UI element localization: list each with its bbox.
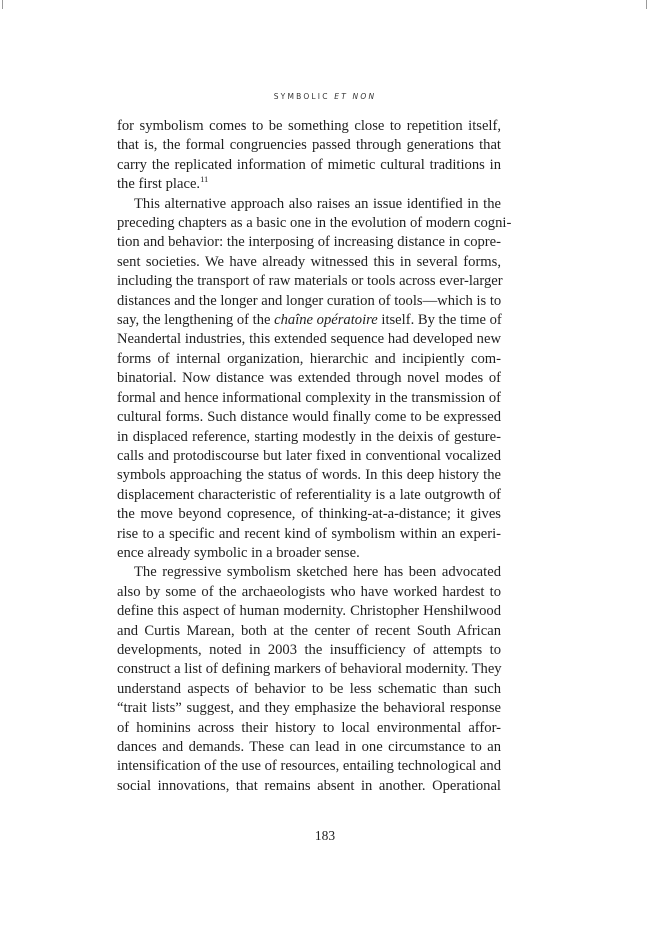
line-text: carry the replicated information of mimetic cultural traditions in — [117, 156, 501, 173]
text-line — [117, 195, 501, 214]
text-line — [117, 757, 501, 776]
text-line — [117, 428, 501, 447]
line-text: including the transport of raw materials or tools across ever-larger — [117, 273, 503, 290]
line-text: and Curtis Marean, both at the center of recent South African — [117, 622, 501, 639]
text-line — [117, 156, 501, 175]
line-text: of hominins across their history to local environmental affor- — [117, 719, 501, 736]
body-text — [117, 117, 512, 796]
line-text: tion and behavior: the interposing of increasing distance in copre- — [117, 234, 501, 251]
text-line — [117, 311, 501, 330]
running-head-italic: ET NON — [334, 92, 377, 101]
text-line — [117, 622, 501, 641]
text-line — [117, 719, 501, 738]
line-text: developments, noted in 2003 the insufficiency of attempts to — [117, 641, 501, 658]
text-line — [117, 408, 501, 427]
text-line — [117, 233, 501, 252]
text-line — [117, 486, 501, 505]
text-line — [117, 350, 501, 369]
line-text: calls and protodiscourse but later fixed in conventional vocalized — [117, 447, 501, 464]
line-text: displacement characteristic of referentiality is a late outgrowth of — [117, 486, 501, 503]
line-text: social innovations, that remains absent in another. Operational — [117, 777, 501, 794]
text-line — [117, 272, 501, 291]
text-line — [117, 583, 501, 602]
line-text: say, the lengthening of the — [117, 312, 275, 329]
text-line — [117, 369, 501, 388]
text-line — [117, 660, 501, 679]
line-text: binatorial. Now distance was extended through novel modes of — [117, 370, 501, 387]
text-line — [117, 175, 501, 194]
line-text: distances and the longer and longer curation of tools—which is to — [117, 292, 502, 309]
text-line — [117, 563, 501, 582]
text-line — [117, 680, 501, 699]
text-line — [117, 136, 501, 155]
text-line — [117, 505, 501, 524]
line-text: forms of internal organization, hierarchic and incipiently com- — [117, 350, 501, 367]
text-line — [117, 253, 501, 272]
line-text: symbols approaching the status of words. In this deep history the — [117, 467, 501, 484]
footnote-reference[interactable]: 11 — [200, 174, 209, 185]
text-line — [117, 389, 501, 408]
crop-mark-right — [646, 0, 647, 9]
line-text: cultural forms. Such distance would finally come to be expressed — [117, 409, 501, 426]
text-line — [117, 641, 501, 660]
running-head — [0, 92, 650, 101]
page-number: 183 — [314, 828, 336, 843]
line-text: intensification of the use of resources, entailing technological and — [117, 758, 501, 775]
line-text: rise to a specific and recent kind of symbolism within an experi- — [117, 525, 501, 542]
text-line — [117, 466, 501, 485]
text-line — [117, 447, 501, 466]
text-line — [117, 117, 501, 136]
running-head-text: SYMBOLIC — [273, 92, 335, 101]
line-text: define this aspect of human modernity. Christopher Henshilwood — [117, 603, 501, 620]
line-text: that is, the formal congruencies passed through generations that — [117, 137, 501, 154]
line-text: for symbolism comes to be something close to repetition itself, — [117, 118, 501, 134]
italic-term: chaîne opératoire — [274, 312, 378, 329]
line-text: formal and hence informational complexity in the transmission of — [117, 389, 501, 406]
line-text: This alternative approach also raises an issue identified in the — [134, 195, 501, 212]
text-line — [117, 777, 501, 796]
text-line — [117, 292, 501, 311]
line-text: sent societies. We have already witnessed this in several forms, — [117, 253, 501, 270]
line-text-continued: itself. By the time of — [377, 312, 502, 329]
line-text: in displaced reference, starting modestly in the deixis of gesture- — [117, 428, 501, 445]
line-text: ence already symbolic in a broader sense. — [117, 544, 360, 561]
line-text: construct a list of defining markers of behavioral modernity. They — [117, 661, 502, 678]
line-text: The regressive symbolism sketched here has been advocated — [134, 564, 501, 581]
line-text: understand aspects of behavior to be less schematic than such — [117, 680, 501, 697]
text-line — [117, 214, 512, 233]
text-line — [117, 330, 501, 349]
line-text: preceding chapters as a basic one in the evolution of modern cogni- — [117, 215, 512, 232]
line-text: the first place. — [117, 176, 201, 193]
text-line — [117, 699, 501, 718]
crop-mark-left — [2, 0, 3, 9]
line-text: dances and demands. These can lead in one circumstance to an — [117, 739, 501, 755]
text-line — [117, 738, 501, 757]
line-text: also by some of the archaeologists who have worked hardest to — [117, 583, 501, 600]
text-line — [117, 544, 501, 563]
line-text: the move beyond copresence, of thinking-at-a-distance; it gives — [117, 506, 501, 523]
line-text: Neandertal industries, this extended sequence had developed new — [117, 331, 501, 348]
line-text: “trait lists” suggest, and they emphasize the behavioral response — [117, 700, 501, 717]
text-line — [117, 602, 501, 621]
text-line — [117, 525, 501, 544]
